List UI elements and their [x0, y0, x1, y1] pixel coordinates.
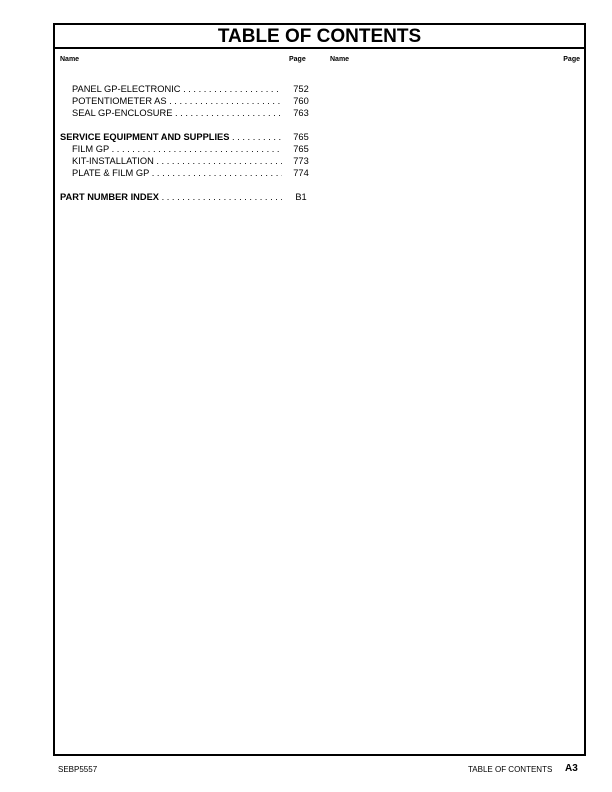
toc-entry[interactable]: FILM GP . . . 765: [60, 143, 310, 155]
footer-section: TABLE OF CONTENTS: [468, 765, 553, 774]
toc-entry[interactable]: PANEL GP-ELECTRONIC . . . 752: [60, 83, 310, 95]
page-title: TABLE OF CONTENTS: [55, 25, 584, 49]
toc-entry[interactable]: POTENTIOMETER AS . . . 760: [60, 95, 310, 107]
toc-entry[interactable]: PART NUMBER INDEX . . . B1: [60, 191, 310, 203]
toc-entry[interactable]: SEAL GP-ENCLOSURE . . . 763: [60, 107, 310, 119]
col-header-name-right: Name: [330, 56, 350, 63]
footer-page-number: A3: [565, 763, 578, 774]
col-header-page-left: Page: [289, 56, 306, 63]
toc-entry[interactable]: KIT-INSTALLATION . . . 773: [60, 155, 310, 167]
col-header-name-left: Name: [60, 56, 80, 63]
toc-entry[interactable]: SERVICE EQUIPMENT AND SUPPLIES . . . 765: [60, 131, 310, 143]
toc-frame: [53, 23, 586, 756]
toc-entry[interactable]: PLATE & FILM GP . . . 774: [60, 167, 310, 179]
footer-doc-id: SEBP5557: [58, 765, 98, 774]
col-header-page-right: Page: [563, 56, 580, 63]
